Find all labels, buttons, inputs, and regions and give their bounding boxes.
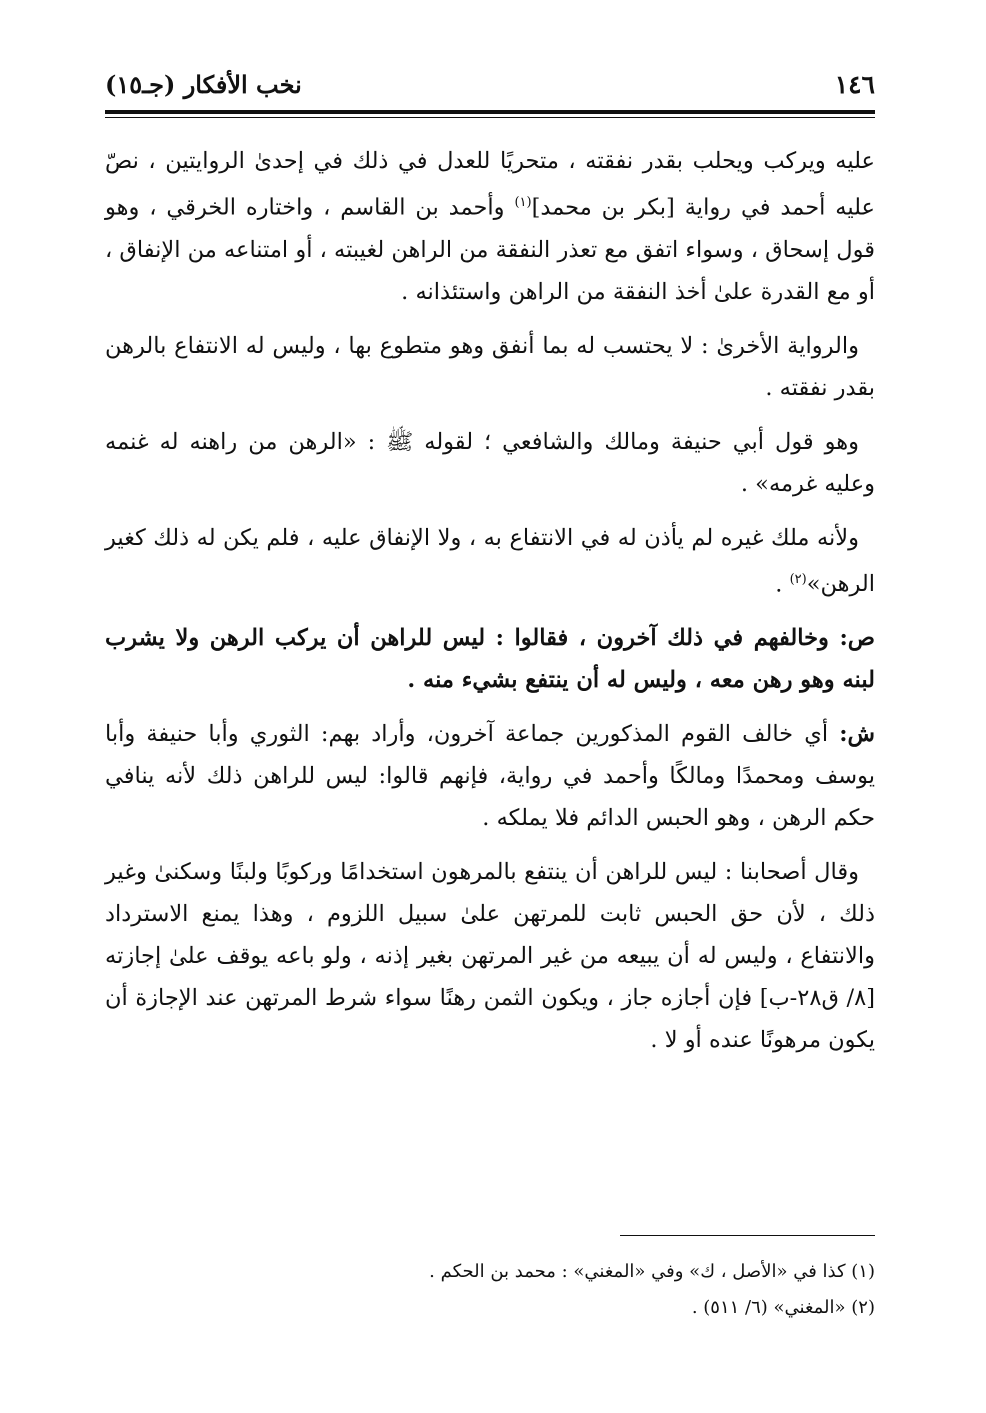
footnote-1: (١) كذا في «الأصل ، ك» وفي «المغني» : محمد بن الحكم . xyxy=(429,1261,875,1282)
paragraph-2 xyxy=(105,325,875,409)
paragraph-2-text: والرواية الأخرىٰ : لا يحتسب له بما أنفق وهو متطوع بها ، وليس له الانتفاع بالرهن بقدر نفقته . xyxy=(105,332,875,401)
header-rule-thin xyxy=(105,117,875,118)
footnote-rule xyxy=(620,1235,875,1236)
paragraph-1-tail: وأحمد بن القاسم ، واختاره الخرقي ، وهو قول إسحاق ، وسواء اتفق مع تعذر النفقة من الراهن لغيبته ، أو امتناعه من الإنفاق ، أو مع القدرة علىٰ أخذ النفقة من الراهن واستئذانه . xyxy=(105,194,875,305)
paragraph-4 xyxy=(105,517,875,606)
paragraph-3-text: وهو قول أبي حنيفة ومالك والشافعي ؛ لقوله ﷺ : «الرهن من راهنه له غنمه وعليه غرمه» . xyxy=(105,428,875,497)
paragraph-7 xyxy=(105,851,875,1061)
paragraph-7-text: وقال أصحابنا : ليس للراهن أن ينتفع بالمرهون استخدامًا وركوبًا ولبنًا وسكنىٰ وغير ذلك ، لأن حق الحبس ثابت للمرتهن علىٰ سبيل اللزوم ، وهذا يمنع الاسترداد والانتفاع ، وليس له أن يبيعه من غير المرتهن بغير إذنه ، ولو باعه يوقف علىٰ إجازته [٨/ ق٢٨-ب] فإن أجازه جاز ، ويكون الثمن رهنًا سواء شرط المرتهن عند الإجازة أن يكون مرهونًا عنده أو لا . xyxy=(105,859,875,1053)
footnote-ref-2: (٢) xyxy=(789,571,807,587)
paragraph-5-text: وخالفهم في ذلك آخرون ، فقالوا : ليس للراهن أن يركب الرهن ولا يشرب لبنه وهو رهن معه ، وليس له أن ينتفع بشيء منه . xyxy=(105,625,875,693)
page xyxy=(105,70,875,1073)
footnotes xyxy=(105,1235,875,1326)
header-rule-thick xyxy=(105,110,875,114)
paragraph-4-text: ولأنه ملك غيره لم يأذن له في الانتفاع به ، ولا الإنفاق عليه ، فلم يكن له ذلك كغير الرهن» xyxy=(105,524,875,597)
sad-marker: ص: xyxy=(839,625,875,651)
paragraph-5-text-section xyxy=(105,617,875,701)
shin-marker: ش: xyxy=(839,721,875,747)
book-title: نخب الأفكار (جـ١٥) xyxy=(105,70,302,99)
paragraph-1 xyxy=(105,140,875,313)
paragraph-6-text: أي خالف القوم المذكورين جماعة آخرون، وأراد بهم: الثوري وأبا حنيفة وأبا يوسف ومحمدًا ومالكًا وأحمد في رواية، فإنهم قالوا: ليس للراهن ذلك لأنه ينافي حكم الرهن ، وهو الحبس الدائم فلا يملكه . xyxy=(105,721,875,831)
footnote-2: (٢) «المغني» (٦/ ٥١١) . xyxy=(691,1297,875,1318)
page-number: ١٤٦ xyxy=(834,70,875,99)
running-header xyxy=(105,70,875,106)
paragraph-6-commentary xyxy=(105,713,875,839)
paragraph-3 xyxy=(105,421,875,505)
paragraph-4-tail: . xyxy=(775,571,790,597)
footnote-ref-1: (١) xyxy=(514,195,532,210)
main-text xyxy=(105,140,875,1061)
paragraph-1-text: عليه ويركب ويحلب بقدر نفقته ، متحريًا للعدل في ذلك في إحدىٰ الروايتين ، نصّ عليه أحمد في رواية [بكر بن محمد] xyxy=(105,148,875,221)
